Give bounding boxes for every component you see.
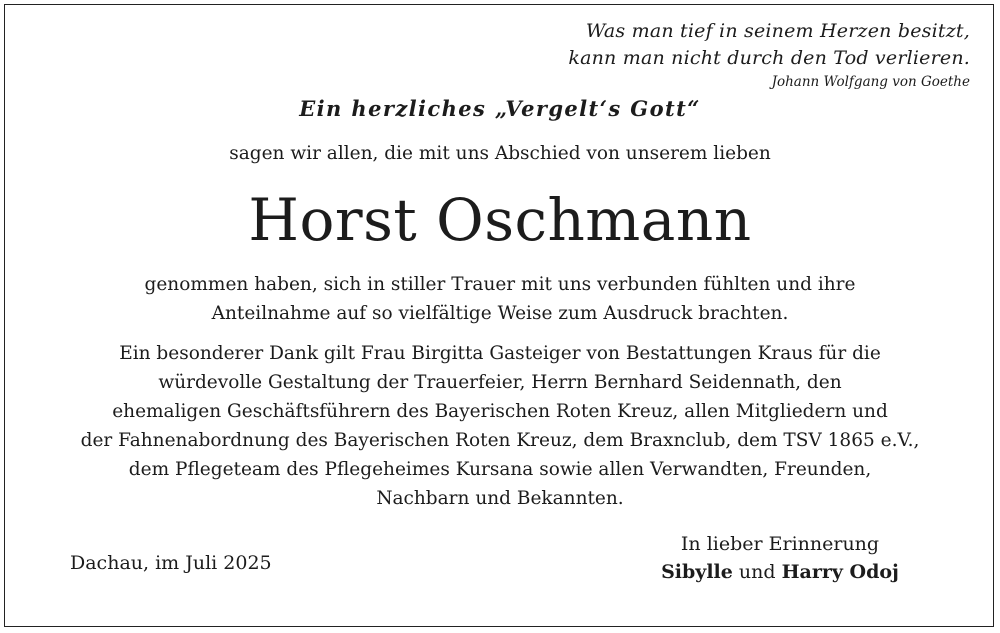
thanks-heading: Ein herzliches „Vergelt‘s Gott“ [299,96,701,121]
goethe-quote [568,18,970,92]
paragraph-2-line: Nachbarn und Bekannten. [376,488,624,509]
signature-name-2: Harry Odoj [781,561,899,583]
paragraph-2-line: würdevolle Gestaltung der Trauerfeier, Herrn Bernhard Seidennath, den [158,372,842,393]
quote-line-2: kann man nicht durch den Tod verlieren. [568,47,970,69]
place-date: Dachau, im Juli 2025 [70,552,272,574]
signature-remembrance: In lieber Erinnerung [680,533,880,555]
intro-line: sagen wir allen, die mit uns Abschied von unserem lieben [229,143,771,164]
quote-author: Johann Wolfgang von Goethe [771,74,970,90]
deceased-name: Horst Oschmann [248,186,752,254]
paragraph-1-line: Anteilnahme auf so vielfältige Weise zum Ausdruck brachten. [211,303,789,324]
signature-name-1: Sibylle [661,561,733,583]
signature-conjunction: und [738,561,776,583]
paragraph-2-line: ehemaligen Geschäftsführern des Bayerischen Roten Kreuz, allen Mitgliedern und [112,401,888,422]
quote-line-1: Was man tief in seinem Herzen besitzt, [585,20,970,42]
paragraph-2-line: Ein besonderer Dank gilt Frau Birgitta Gasteiger von Bestattungen Kraus für die [119,343,881,364]
signature-names [620,558,940,586]
paragraph-1 [0,270,1000,328]
paragraph-2-line: der Fahnenabordnung des Bayerischen Roten Kreuz, dem Braxnclub, dem TSV 1865 e.V., [80,430,920,451]
paragraph-2-line: dem Pflegeteam des Pflegeheimes Kursana sowie allen Verwandten, Freunden, [128,459,872,480]
paragraph-1-line: genommen haben, sich in stiller Trauer mit uns verbunden fühlten und ihre [144,274,856,295]
signature-block [620,530,940,586]
paragraph-2 [0,339,1000,513]
